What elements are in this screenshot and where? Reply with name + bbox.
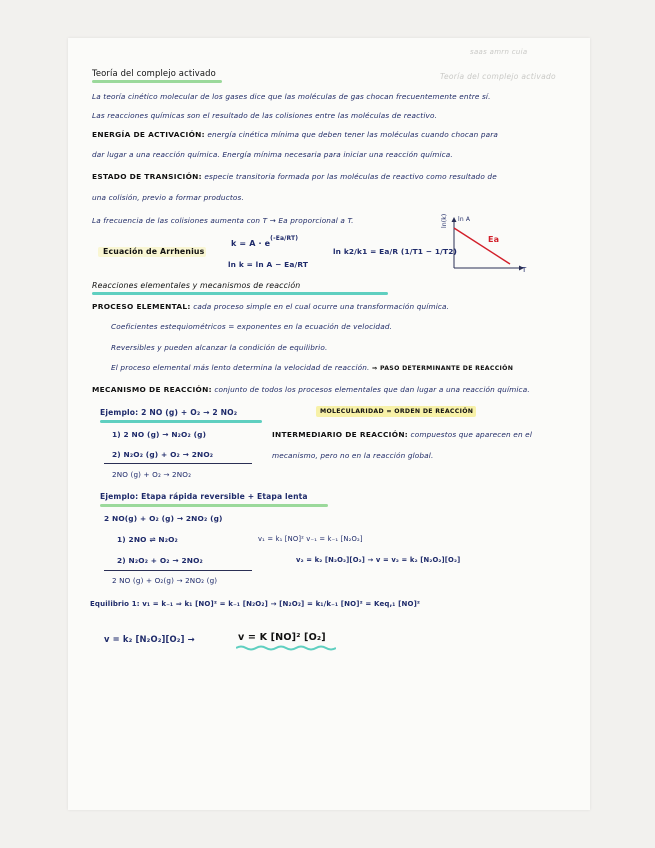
graph-ylabel: ln A — [458, 216, 471, 223]
example-1-sum: 2NO (g) + O₂ → 2NO₂ — [112, 470, 192, 479]
elementary-process-def: cada proceso simple en el cual ocurre una transformación química. — [193, 302, 450, 311]
activation-energy-def-2: dar lugar a una reacción química. Energía mínima necesaria para iniciar una reacción química. — [92, 150, 453, 159]
arrhenius-two-temp-equation: ln k2/k1 = Ea/R (1/T1 − 1/T2) — [333, 247, 458, 256]
arrhenius-equation — [231, 235, 298, 248]
frequency-line: La frecuencia de las colisiones aumenta con T → Ea proporcional a T. — [92, 216, 354, 225]
section-2-underline — [92, 292, 388, 295]
graph-y-arrow — [452, 217, 457, 222]
page-title: Teoría del complejo activado — [92, 68, 216, 78]
transition-state-def-2: una colisión, previo a formar productos. — [92, 193, 244, 202]
example-2-equation: 2 NO(g) + O₂ (g) → 2NO₂ (g) — [104, 514, 223, 523]
title-underline — [92, 80, 222, 83]
reaction-mechanism-def: conjunto de todos los procesos elementales que dan lugar a una reacción química. — [214, 385, 530, 394]
example-1-header — [100, 408, 237, 417]
graph-ea-line — [454, 228, 510, 264]
intro-line-2: Las reacciones químicas son el resultado de las colisiones entre las moléculas de reactivo. — [92, 111, 438, 120]
rate-determining-step: ⇒ PASO DETERMINANTE DE REACCIÓN — [372, 365, 514, 372]
transition-state-line — [92, 172, 497, 181]
molecularity-note: MOLECULARIDAD = ORDEN DE REACCIÓN — [320, 408, 474, 415]
example-2-step-2: 2) N₂O₂ + O₂ → 2NO₂ — [117, 556, 203, 565]
arrhenius-k: k = A · e — [231, 239, 271, 248]
elementary-process-note-3 — [111, 363, 513, 372]
elementary-process-line — [92, 302, 449, 311]
intro-line-1: La teoría cinético molecular de los gases dice que las moléculas de gas chocan frecuentemente entre sí. — [92, 92, 491, 101]
arrhenius-label: Ecuación de Arrhenius — [103, 247, 205, 256]
ghost-text-top-right: saas amrn cuia — [470, 48, 528, 56]
intermediate-def-1: compuestos que aparecen en el — [410, 430, 532, 439]
example-1-sum-rule — [104, 463, 252, 464]
graph-ea-label: Ea — [488, 235, 500, 244]
example-1-label: Ejemplo: — [100, 408, 139, 417]
example-2-underline — [100, 504, 328, 507]
example-1-underline — [100, 420, 262, 423]
activation-energy-term: ENERGÍA DE ACTIVACIÓN: — [92, 130, 205, 139]
ghost-text-right: Teoría del complejo activado — [440, 72, 556, 81]
final-rate-law: v = K [NO]² [O₂] — [238, 632, 326, 643]
final-rate-wavy-underline — [236, 645, 336, 651]
activation-energy-line — [92, 130, 498, 139]
arrhenius-exponent: (-Ea/RT) — [270, 235, 299, 242]
rate-laws-step-1: v₁ = k₁ [NO]² v₋₁ = k₋₁ [N₂O₂] — [258, 535, 363, 543]
graph-axis-y-label: ln(k) — [441, 213, 448, 228]
equilibrium-line: Equilibrio 1: v₁ = k₋₁ ⇒ k₁ [NO]² = k₋₁ [N₂O₂] → [N₂O₂] = k₁/k₋₁ [NO]² = Keq,₁ [NO]² — [90, 600, 421, 608]
arrhenius-log-equation: ln k = ln A − Ea/RT — [228, 260, 309, 269]
example-1-step-2: 2) N₂O₂ (g) + O₂ → 2NO₂ — [112, 450, 214, 459]
graph-axis-x-label: T — [522, 266, 527, 274]
example-2-step-1: 1) 2NO ⇌ N₂O₂ — [117, 535, 178, 544]
arrhenius-graph — [440, 213, 530, 274]
activation-energy-def-1: energía cinética mínima que deben tener las moléculas cuando chocan para — [207, 130, 499, 139]
reaction-mechanism-line — [92, 385, 530, 394]
transition-state-def-1: especie transitoria formada por las moléculas de reactivo como resultado de — [204, 172, 497, 181]
example-1-step-1: 1) 2 NO (g) → N₂O₂ (g) — [112, 430, 207, 439]
final-rate-left: v = k₂ [N₂O₂][O₂] → — [104, 634, 195, 644]
example-1-equation: 2 NO (g) + O₂ → 2 NO₂ — [141, 408, 238, 417]
elementary-process-note-2: Reversibles y pueden alcanzar la condición de equilibrio. — [111, 343, 328, 352]
intermediate-line-1 — [272, 430, 532, 439]
rate-laws-step-2: v₂ = k₂ [N₂O₂][O₂] → v = v₂ = k₂ [N₂O₂][O₂] — [296, 556, 461, 564]
intermediate-def-2: mecanismo, pero no en la reacción global. — [272, 451, 434, 460]
section-2-title: Reacciones elementales y mecanismos de reacción — [92, 281, 301, 290]
slowest-step-text: El proceso elemental más lento determina la velocidad de reacción. — [111, 363, 370, 372]
transition-state-term: ESTADO DE TRANSICIÓN: — [92, 172, 202, 181]
reaction-mechanism-term: MECANISMO DE REACCIÓN: — [92, 385, 212, 394]
elementary-process-note-1: Coeficientes estequiométricos = exponentes en la ecuación de velocidad. — [111, 322, 393, 331]
intermediate-term: INTERMEDIARIO DE REACCIÓN: — [272, 430, 409, 439]
example-2-sum-rule — [104, 570, 252, 571]
example-2-sum: 2 NO (g) + O₂(g) → 2NO₂ (g) — [112, 576, 218, 585]
elementary-process-term: PROCESO ELEMENTAL: — [92, 302, 191, 311]
example-2-label: Ejemplo: Etapa rápida reversible + Etapa lenta — [100, 492, 308, 501]
